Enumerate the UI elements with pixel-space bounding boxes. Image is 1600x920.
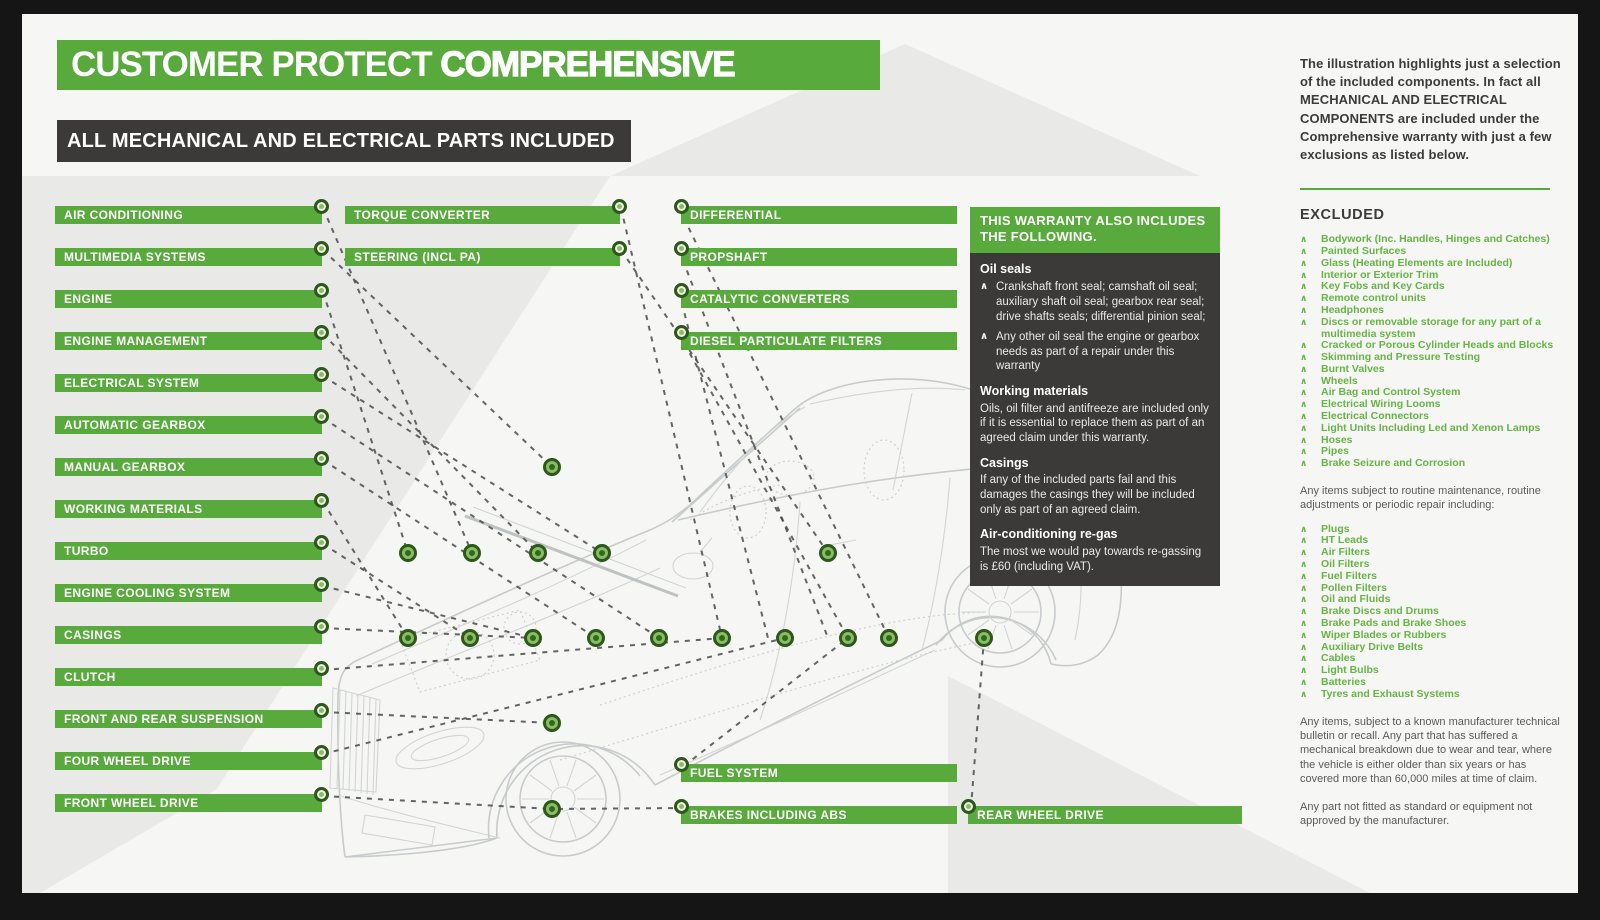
part-label: AUTOMATIC GEARBOX [64,418,206,432]
part-label: FUEL SYSTEM [690,766,779,780]
included-parts-column-rear [968,806,1242,824]
chevron-up-icon: ∧ [1300,446,1308,457]
excluded-item [1300,258,1562,270]
target-dot-icon [612,241,627,256]
excluded-item-label: Wheels [1321,374,1358,387]
part-label: REAR WHEEL DRIVE [977,808,1104,822]
excluded-item-label: Electrical Wiring Looms [1321,398,1441,411]
part-label-bar [55,374,322,392]
chevron-up-icon: ∧ [1300,547,1308,558]
part-label-bar [345,206,620,224]
excluded-list [1300,234,1562,470]
target-dot-icon [314,661,329,676]
excluded-item-label: Electrical Connectors [1321,410,1429,423]
included-parts-column-left [55,206,322,812]
excluded-item-label: Discs or removable storage for any part of a multimedia system [1321,315,1541,340]
part-label: ENGINE [64,292,113,306]
chevron-up-icon: ∧ [1300,641,1308,652]
chevron-up-icon: ∧ [1300,535,1308,546]
chevron-up-icon: ∧ [1300,411,1308,422]
chevron-up-icon: ∧ [1300,245,1308,256]
target-dot-icon [314,241,329,256]
chevron-up-icon: ∧ [1300,523,1308,534]
target-dot-icon [314,787,329,802]
panel-section-title: Oil seals [980,261,1032,276]
part-label-bar [681,248,957,266]
target-dot-icon [961,799,976,814]
chevron-up-icon: ∧ [1300,352,1308,363]
panel-section [980,527,1210,574]
part-label-bar [681,806,957,824]
part-label: STEERING (INCL PA) [354,250,481,264]
chevron-up-icon: ∧ [1300,582,1308,593]
exclusions-sidebar [1300,55,1562,829]
routine-list [1300,524,1562,701]
chevron-up-icon: ∧ [1300,234,1308,245]
target-dot-icon [612,199,627,214]
excluded-item-label: Light Units Including Led and Xenon Lamps [1321,421,1541,434]
excluded-item-label: Painted Surfaces [1321,244,1407,257]
warranty-also-includes-panel [970,207,1220,586]
part-label-bar [55,794,322,812]
routine-item-label: Brake Pads and Brake Shoes [1321,617,1467,630]
page-title-bold: COMPREHENSIVE [440,45,735,84]
excluded-item-label: Burnt Valves [1321,362,1385,375]
part-label-bar [345,248,620,266]
part-label-bar [681,764,957,782]
part-label: PROPSHAFT [690,250,768,264]
part-label: DIESEL PARTICULATE FILTERS [690,334,883,348]
routine-item-label: Air Filters [1321,546,1371,559]
part-label-bar [55,542,322,560]
chevron-up-icon: ∧ [1300,293,1308,304]
chevron-up-icon: ∧ [1300,677,1308,688]
excluded-item [1300,423,1562,435]
chevron-up-icon: ∧ [1300,281,1308,292]
part-label: ELECTRICAL SYSTEM [64,376,200,390]
panel-bullet-text: Crankshaft front seal; camshaft oil seal; auxiliary shaft oil seal; gearbox rear seal; drive shafts seals; differential pinion seal; [996,281,1206,323]
chevron-up-icon: ∧ [1300,422,1308,433]
panel-bullet [980,330,1210,374]
excluded-item [1300,246,1562,258]
routine-item-label: Tyres and Exhaust Systems [1321,687,1460,700]
included-parts-column-middle [345,206,620,266]
target-dot-icon [674,325,689,340]
target-dot-icon [314,535,329,550]
part-label: CLUTCH [64,670,116,684]
panel-body [970,253,1220,587]
chevron-up-icon: ∧ [1300,653,1308,664]
part-label: MULTIMEDIA SYSTEMS [64,250,206,264]
included-parts-column-bottom [681,764,957,824]
excluded-heading: EXCLUDED [1300,207,1385,224]
routine-item-label: Pollen Filters [1321,581,1387,594]
chevron-up-icon: ∧ [980,331,989,343]
sidebar-intro: The illustration highlights just a selection of the included components. In fact all MECHANICAL AND ELECTRICAL COMPONENTS are included under the Comprehensive warranty with just a few exclusions as listed below. [1300,56,1561,162]
panel-section-title: Working materials [980,383,1089,398]
chevron-up-icon: ∧ [1300,257,1308,268]
target-dot-icon [314,409,329,424]
part-label-bar [55,752,322,770]
part-label-bar [55,668,322,686]
chevron-up-icon: ∧ [1300,629,1308,640]
part-label: TORQUE CONVERTER [354,208,491,222]
chevron-up-icon: ∧ [1300,316,1308,327]
part-label-bar [55,626,322,644]
page-subtitle: ALL MECHANICAL AND ELECTRICAL PARTS INCLUDED [57,120,631,162]
chevron-up-icon: ∧ [1300,375,1308,386]
part-label-bar [55,500,322,518]
target-dot-icon [314,367,329,382]
part-label: FOUR WHEEL DRIVE [64,754,191,768]
excluded-item-label: Bodywork (Inc. Handles, Hinges and Catches) [1321,233,1550,246]
chevron-up-icon: ∧ [1300,618,1308,629]
excluded-item [1300,458,1562,470]
panel-section [980,456,1210,518]
chevron-up-icon: ∧ [1300,559,1308,570]
target-dot-icon [674,283,689,298]
routine-item-label: Wiper Blades or Rubbers [1321,628,1447,641]
panel-heading: THIS WARRANTY ALSO INCLUDES THE FOLLOWING. [970,207,1220,253]
panel-section-title: Casings [980,455,1029,470]
routine-item-label: Oil Filters [1321,558,1370,571]
panel-section [980,262,1210,374]
part-label: WORKING MATERIALS [64,502,203,516]
part-label-bar [681,332,957,350]
part-label-bar [55,584,322,602]
chevron-up-icon: ∧ [1300,387,1308,398]
routine-item [1300,571,1562,583]
sidebar-paragraph-1: Any items, subject to a known manufacturer technical bulletin or recall. Any part that has suffered a mechanical breakdown due to wear and tear, where the vehicle is either older than six years or has covered more than 60,000 miles at time of claim. [1300,715,1560,785]
routine-item-label: Plugs [1321,522,1350,535]
part-label-bar [681,206,957,224]
routine-intro: Any items subject to routine maintenance, routine adjustments or periodic repair including: [1300,485,1541,512]
chevron-up-icon: ∧ [1300,363,1308,374]
panel-bullet [980,280,1210,324]
routine-item-label: Fuel Filters [1321,569,1378,582]
green-divider [1300,188,1550,190]
excluded-item-label: Hoses [1321,433,1353,446]
part-label-bar [55,206,322,224]
routine-item-label: Cables [1321,652,1356,665]
chevron-up-icon: ∧ [980,281,989,293]
part-label-bar [55,248,322,266]
panel-section-title: Air-conditioning re-gas [980,527,1118,542]
routine-item-label: Brake Discs and Drums [1321,605,1439,618]
routine-item-label: Batteries [1321,676,1366,689]
frame-border-top [0,0,1600,14]
frame-border-right [1578,0,1600,920]
target-dot-icon [314,577,329,592]
chevron-up-icon: ∧ [1300,434,1308,445]
routine-item [1300,630,1562,642]
chevron-up-icon: ∧ [1300,340,1308,351]
chevron-up-icon: ∧ [1300,269,1308,280]
part-label: ENGINE COOLING SYSTEM [64,586,231,600]
part-label: CATALYTIC CONVERTERS [690,292,850,306]
chevron-up-icon: ∧ [1300,570,1308,581]
panel-bullet-text: Any other oil seal the engine or gearbox needs as part of a repair under this warranty [996,331,1200,373]
frame-border-left [0,0,22,920]
routine-item-label: Light Bulbs [1321,664,1379,677]
panel-section-body: If any of the included parts fail and this damages the casings they will be included only as part of an agreed claim. [980,474,1195,516]
part-label: CASINGS [64,628,122,642]
panel-section-body: The most we would pay towards re-gassing is £60 (including VAT). [980,546,1202,573]
part-label-bar [681,290,957,308]
part-label: BRAKES INCLUDING ABS [690,808,847,822]
excluded-item-label: Air Bag and Control System [1321,386,1461,399]
target-dot-icon [674,199,689,214]
excluded-item [1300,317,1562,341]
excluded-item-label: Cracked or Porous Cylinder Heads and Blocks [1321,339,1554,352]
part-label: AIR CONDITIONING [64,208,184,222]
page-title-regular: CUSTOMER PROTECT [71,45,441,84]
routine-item [1300,689,1562,701]
included-parts-column-right [681,206,957,350]
target-dot-icon [674,799,689,814]
target-dot-icon [674,241,689,256]
target-dot-icon [314,325,329,340]
routine-item-label: HT Leads [1321,534,1369,547]
target-dot-icon [314,199,329,214]
excluded-item-label: Brake Seizure and Corrosion [1321,457,1466,470]
target-dot-icon [314,703,329,718]
chevron-up-icon: ∧ [1300,304,1308,315]
chevron-up-icon: ∧ [1300,458,1308,469]
part-label-bar [55,290,322,308]
part-label: ENGINE MANAGEMENT [64,334,208,348]
target-dot-icon [674,757,689,772]
part-label: TURBO [64,544,109,558]
panel-section-body: Oils, oil filter and antifreeze are included only if it is essential to replace them as part of an agreed claim under this warranty. [980,402,1209,444]
excluded-item-label: Key Fobs and Key Cards [1321,280,1445,293]
chevron-up-icon: ∧ [1300,688,1308,699]
chevron-up-icon: ∧ [1300,665,1308,676]
part-label: MANUAL GEARBOX [64,460,186,474]
part-label: DIFFERENTIAL [690,208,782,222]
excluded-item-label: Pipes [1321,445,1350,458]
excluded-item-label: Interior or Exterior Trim [1321,268,1439,281]
routine-item-label: Auxiliary Drive Belts [1321,640,1424,653]
excluded-item [1300,364,1562,376]
part-label-bar [55,332,322,350]
part-label-bar [55,416,322,434]
excluded-item-label: Glass (Heating Elements are Included) [1321,256,1513,269]
excluded-item-label: Skimming and Pressure Testing [1321,351,1481,364]
target-dot-icon [314,619,329,634]
part-label: FRONT AND REAR SUSPENSION [64,712,264,726]
sidebar-paragraph-2: Any part not fitted as standard or equipment not approved by the manufacturer. [1300,801,1533,828]
panel-section [980,384,1210,446]
part-label-bar [968,806,1242,824]
page-title [57,40,880,90]
chevron-up-icon: ∧ [1300,594,1308,605]
routine-item-label: Oil and Fluids [1321,593,1391,606]
part-label: FRONT WHEEL DRIVE [64,796,199,810]
excluded-item-label: Headphones [1321,303,1385,316]
part-label-bar [55,710,322,728]
chevron-up-icon: ∧ [1300,606,1308,617]
target-dot-icon [314,451,329,466]
target-dot-icon [314,283,329,298]
target-dot-icon [314,493,329,508]
part-label-bar [55,458,322,476]
target-dot-icon [314,745,329,760]
excluded-item [1300,305,1562,317]
chevron-up-icon: ∧ [1300,399,1308,410]
frame-border-bottom [0,893,1600,920]
excluded-item-label: Remote control units [1321,292,1427,305]
